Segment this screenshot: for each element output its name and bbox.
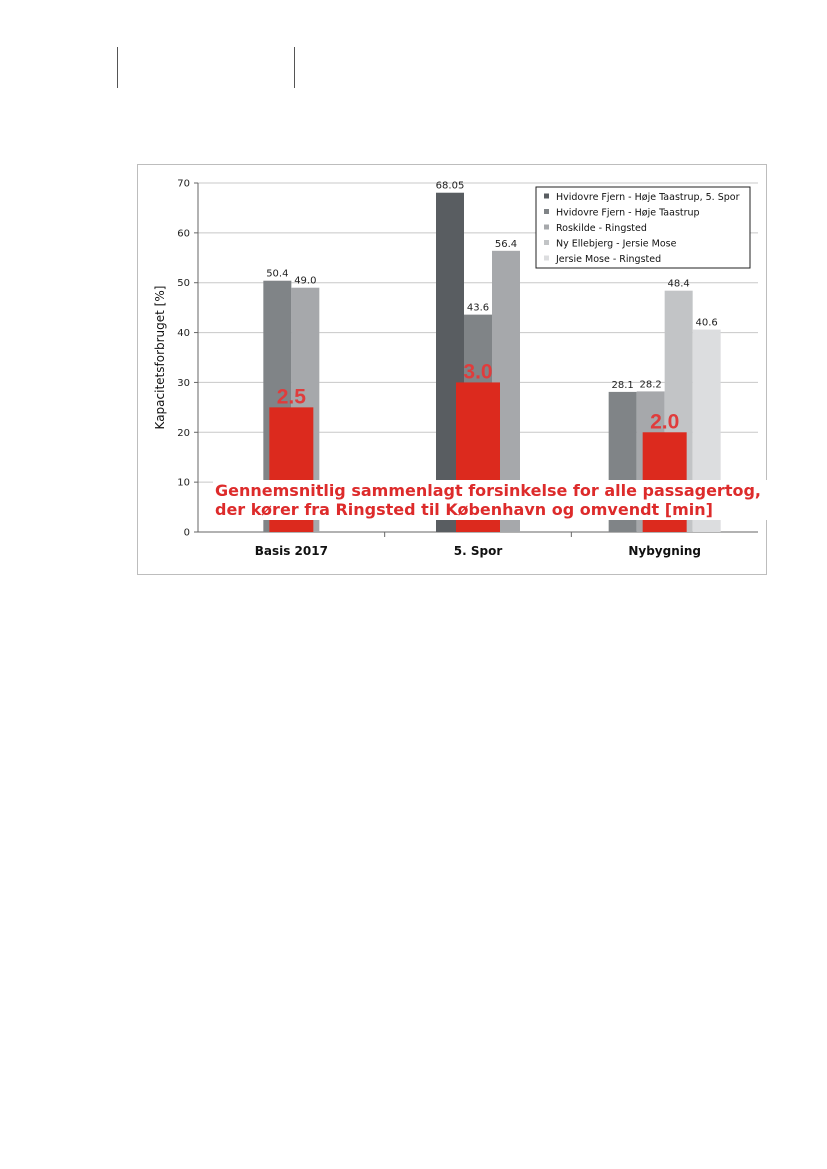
y-tick-label: 10 xyxy=(177,477,190,489)
y-tick-label: 0 xyxy=(183,527,190,539)
delay-value-label: 2.5 xyxy=(276,385,306,409)
y-tick-label: 70 xyxy=(177,178,190,190)
bar-value-label: 43.6 xyxy=(466,302,490,314)
bar-value-label: 56.4 xyxy=(494,238,518,250)
bar-value-label: 28.1 xyxy=(611,379,634,391)
y-tick-label: 60 xyxy=(177,228,190,240)
delay-annotation xyxy=(213,480,777,520)
x-category-label: 5. Spor xyxy=(453,544,503,558)
legend-entry: Jersie Mose - Ringsted xyxy=(556,254,662,265)
legend-swatch xyxy=(544,194,549,199)
bar-value-label: 50.4 xyxy=(266,268,289,280)
bar-value-label: 40.6 xyxy=(695,317,718,329)
y-tick-label: 20 xyxy=(177,427,190,439)
delay-annotation-line2: der kører fra Ringsted til København og omvendt [min] xyxy=(215,500,713,519)
bar-value-label: 48.4 xyxy=(667,278,690,290)
legend-entry: Hvidovre Fjern - Høje Taastrup, 5. Spor xyxy=(556,192,740,203)
header-rule-left xyxy=(117,47,118,88)
y-tick-label: 40 xyxy=(177,328,190,340)
x-category-label: Nybygning xyxy=(628,544,701,558)
legend-entry: Ny Ellebjerg - Jersie Mose xyxy=(556,238,677,250)
bar-value-label: 68.05 xyxy=(435,180,465,192)
chart-figure xyxy=(137,164,767,575)
header-rule-right xyxy=(294,47,295,88)
legend-swatch xyxy=(544,209,549,214)
y-axis-label: Kapacitetsforbruget [%] xyxy=(153,285,167,430)
y-tick-label: 30 xyxy=(177,377,190,389)
legend-swatch xyxy=(544,240,549,245)
y-tick-label: 50 xyxy=(177,278,190,290)
x-category-label: Basis 2017 xyxy=(254,544,328,558)
legend-swatch xyxy=(544,225,549,230)
bar-value-label: 28.2 xyxy=(639,379,662,391)
delay-value-label: 2.0 xyxy=(650,410,680,434)
delay-value-label: 3.0 xyxy=(463,360,493,384)
delay-annotation-line1: Gennemsnitlig sammenlagt forsinkelse for alle passagertog, xyxy=(215,481,761,500)
legend-entry: Roskilde - Ringsted xyxy=(556,223,647,234)
legend-entry: Hvidovre Fjern - Høje Taastrup xyxy=(556,207,700,219)
bar-value-label: 49.0 xyxy=(294,275,317,287)
legend-swatch xyxy=(544,256,549,261)
